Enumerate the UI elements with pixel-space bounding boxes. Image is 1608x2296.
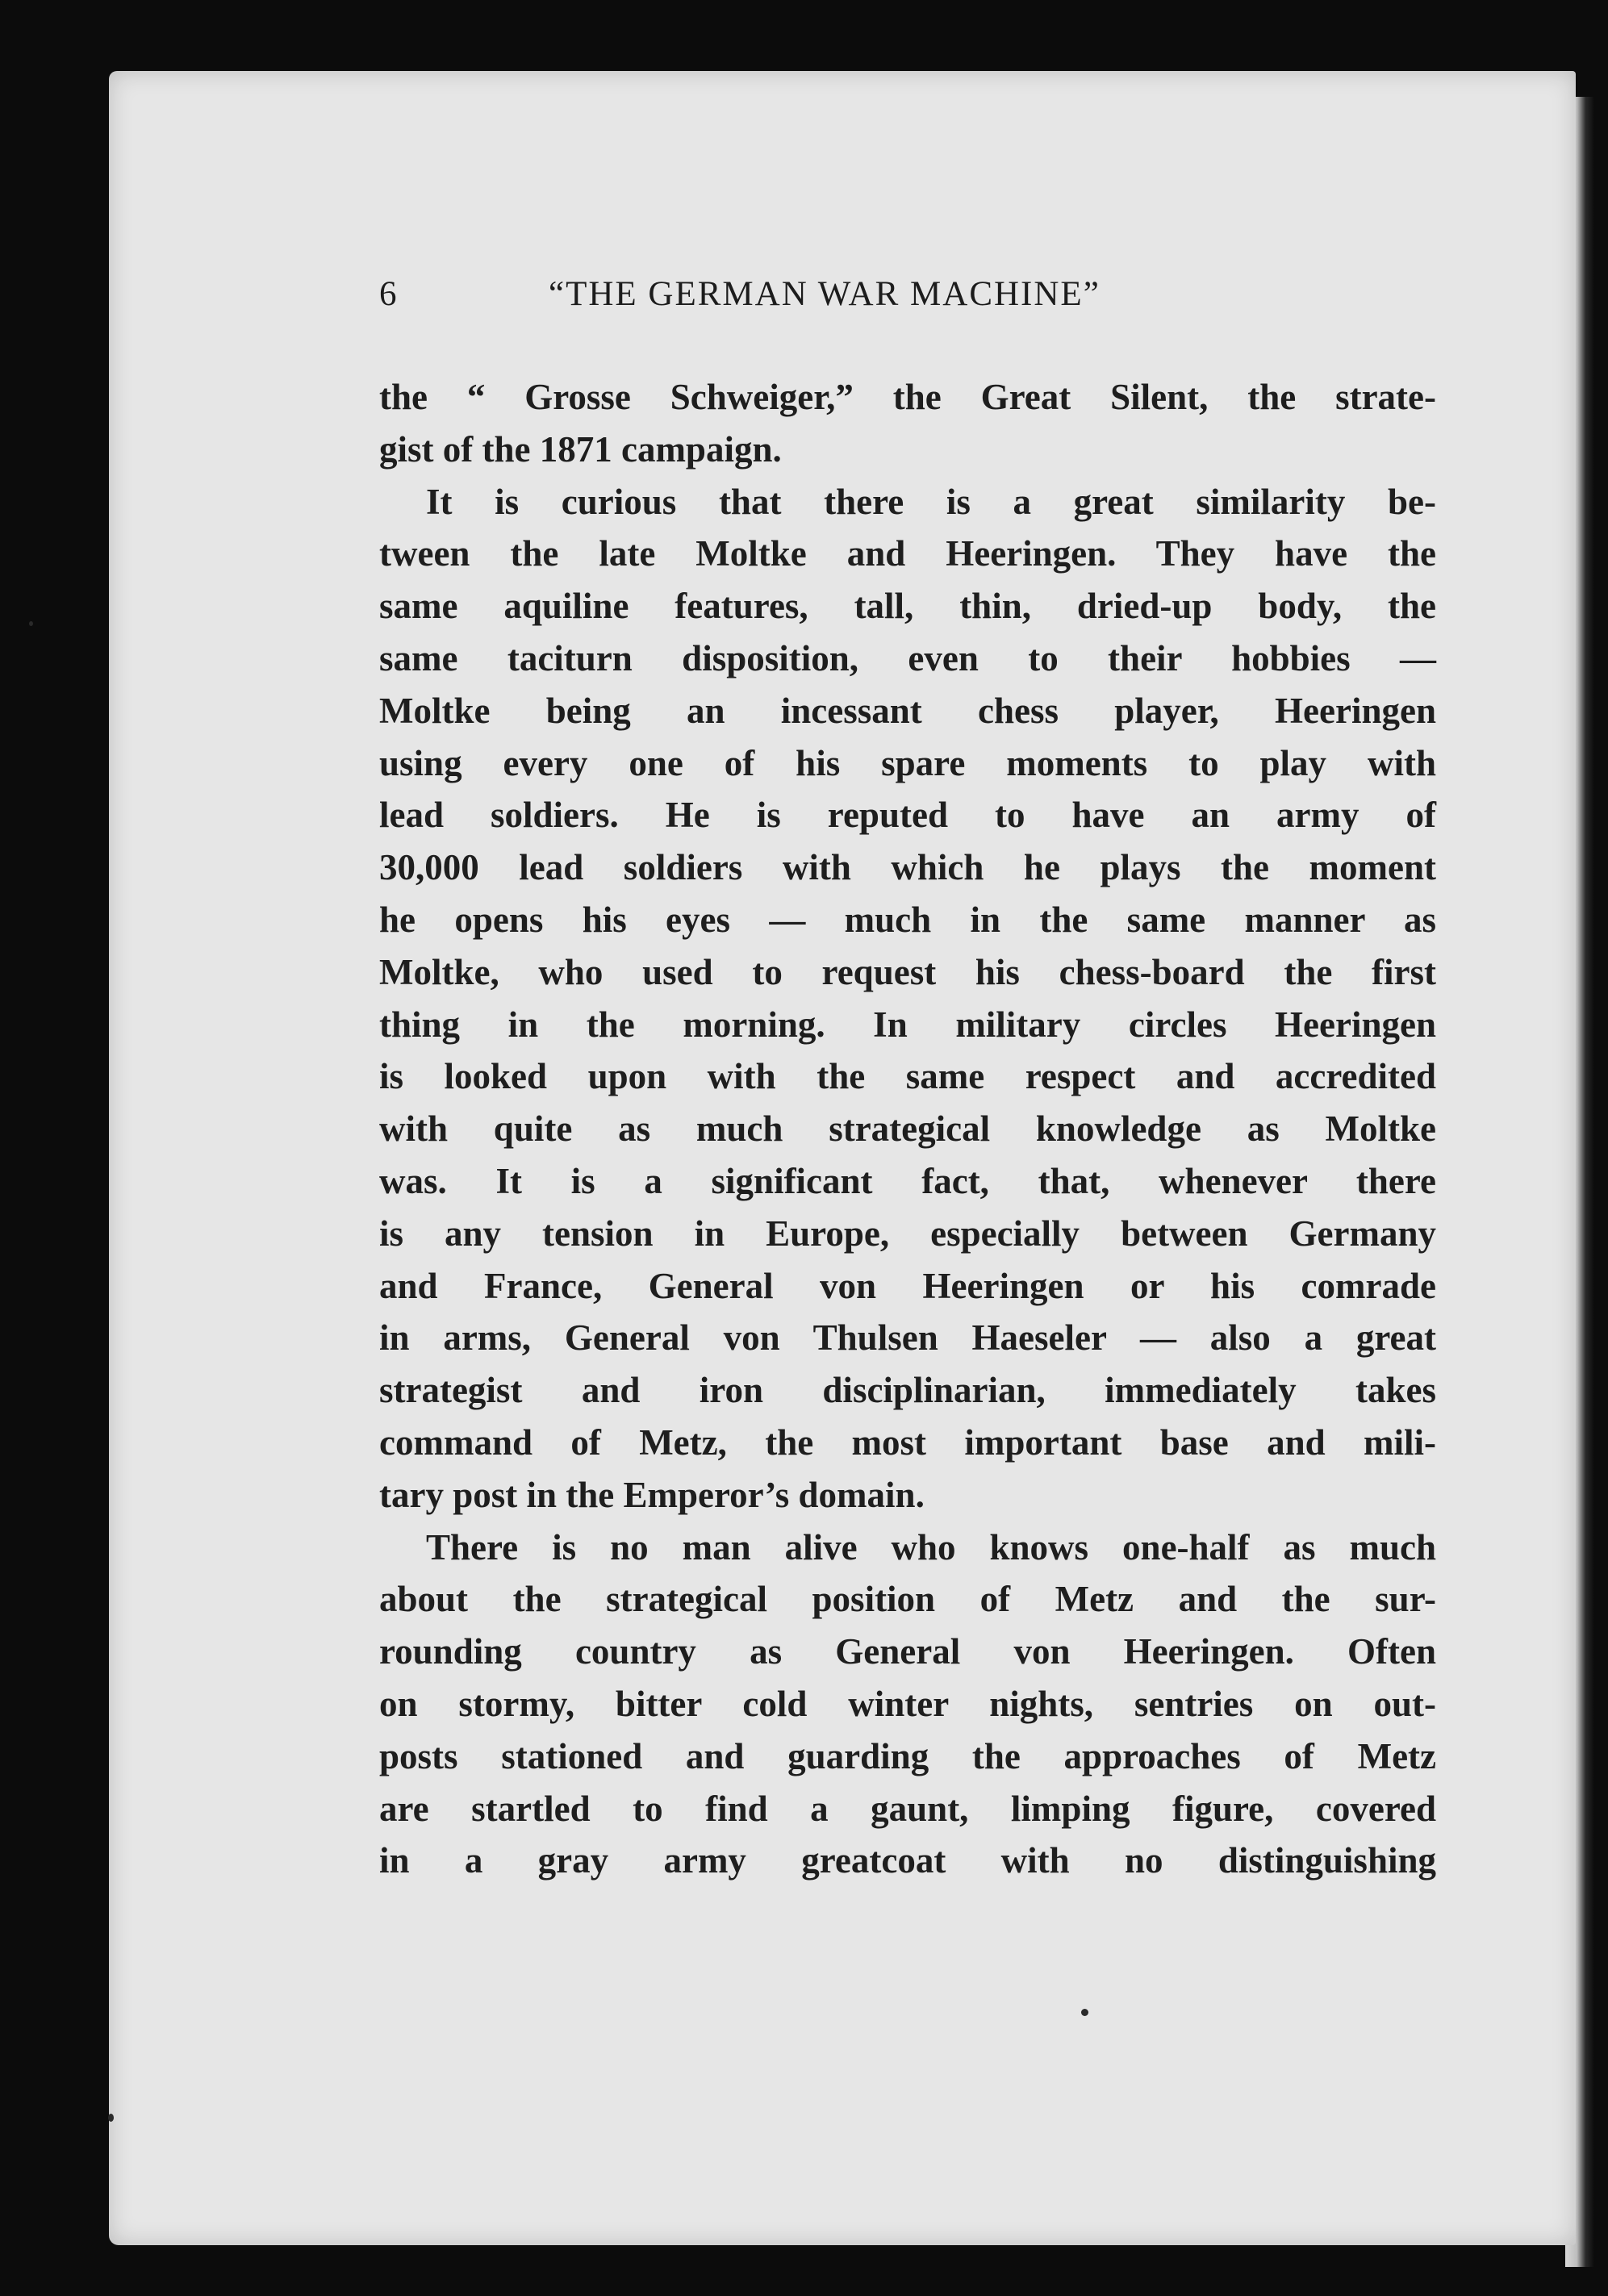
text-line: tary post in the Emperor’s domain. [379, 1474, 925, 1515]
text-line: the “ Grosse Schweiger,” the Great Silent, the strate- [379, 377, 1436, 417]
text-line: thing in the morning. In military circles Heeringen [379, 1004, 1436, 1045]
text-line: in arms, General von Thulsen Haeseler — also a great [379, 1317, 1436, 1359]
text-line: on stormy, bitter cold winter nights, sentries on out- [379, 1683, 1436, 1724]
text-line: There is no man alive who knows one-half as much [426, 1526, 1436, 1568]
text-line: about the strategical position of Metz and the sur- [379, 1579, 1436, 1620]
scan-speck [29, 621, 33, 626]
scan-speck [1081, 2009, 1088, 2016]
text-line: Moltke, who used to request his chess-board the first [379, 951, 1436, 992]
text-line: he opens his eyes — much in the same manner as [379, 899, 1436, 940]
text-line: command of Metz, the most important base and mili- [379, 1421, 1436, 1463]
text-line: are startled to find a gaunt, limping figure, covered [379, 1788, 1436, 1829]
text-line: and France, General von Heeringen or his comrade [379, 1265, 1436, 1306]
text-line: is looked upon with the same respect and accredited [379, 1056, 1436, 1097]
text-line: strategist and iron disciplinarian, immediately takes [379, 1370, 1436, 1411]
text-line: It is curious that there is a great similarity be- [426, 481, 1436, 522]
text-line: posts stationed and guarding the approaches of Metz [379, 1735, 1436, 1776]
text-line: was. It is a significant fact, that, whenever there [379, 1160, 1436, 1201]
text-line: with quite as much strategical knowledge as Moltke [379, 1108, 1436, 1150]
text-line: Moltke being an incessant chess player, Heeringen [379, 690, 1436, 731]
text-line: same taciturn disposition, even to their hobbies — [379, 637, 1436, 678]
text-line: tween the late Moltke and Heeringen. They have the [379, 533, 1436, 574]
text-line: is any tension in Europe, especially between Germany [379, 1213, 1436, 1254]
page-header [379, 274, 1436, 339]
body-text [379, 371, 1436, 1887]
page-number: 6 [379, 275, 399, 313]
text-line: gist of the 1871 campaign. [379, 428, 782, 470]
text-line: same aquiline features, tall, thin, dried-up body, the [379, 586, 1436, 627]
text-line: rounding country as General von Heeringen. Often [379, 1631, 1436, 1672]
text-line: 30,000 lead soldiers with which he plays the moment [379, 847, 1436, 888]
text-line: using every one of his spare moments to play with [379, 742, 1436, 783]
running-head: “THE GERMAN WAR MACHINE” [549, 275, 1101, 313]
text-line: lead soldiers. He is reputed to have an army of [379, 795, 1436, 836]
text-line: in a gray army greatcoat with no distinguishing [379, 1840, 1436, 1881]
scan-speck [108, 2114, 114, 2122]
